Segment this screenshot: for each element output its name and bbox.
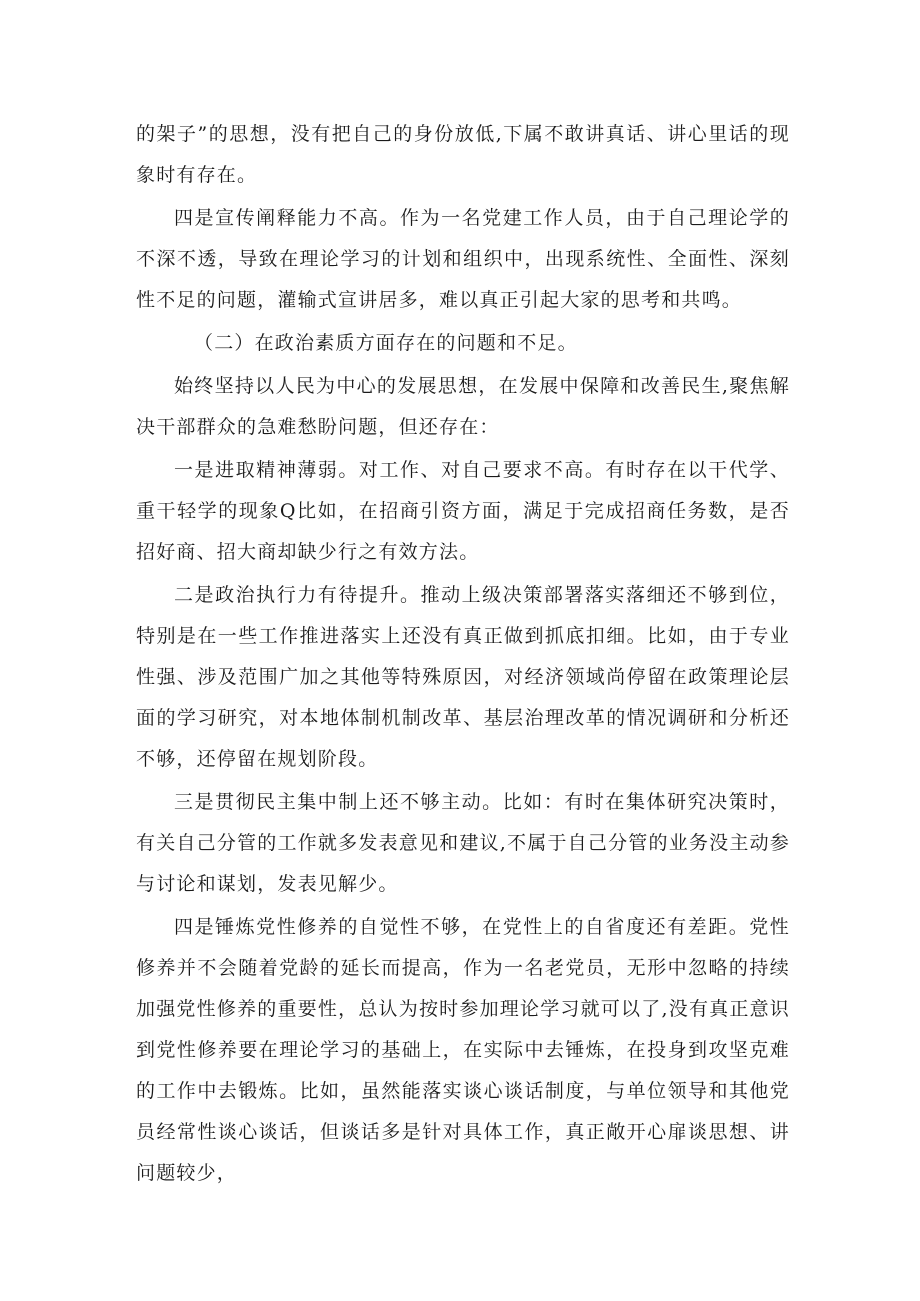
paragraph-continuation: 的架子”的思想，没有把自己的身份放低,下属不敢讲真话、讲心里话的现象时有存在。 (136, 123, 790, 186)
document-body (136, 114, 790, 1196)
paragraph-publicity-ability: 四是宣传阐释能力不高。作为一名党建工作人员，由于自己理论学的不深不透，导致在理论学习的计划和组织中，出现系统性、全面性、深刻性不足的问题，灌输式宣讲居多，难以真正引起大家的思考和共鸣。 (136, 207, 790, 311)
paragraph-democratic-centralism: 三是贯彻民主集中制上还不够主动。比如：有时在集体研究决策时，有关自己分管的工作就多发表意见和建议,不属于自己分管的业务没主动参与讨论和谋划，发表见解少。 (136, 791, 790, 895)
paragraph-political-execution: 二是政治执行力有待提升。推动上级决策部署落实落细还不够到位，特别是在一些工作推进落实上还没有真正做到抓底扣细。比如，由于专业性强、涉及范围广加之其他等特殊原因，对经济领域尚停留在政策理论层面的学习研究，对本地体制机制改革、基层治理改革的情况调研和分析还不够，还停留在规划阶段。 (136, 584, 790, 770)
paragraph-people-centered: 始终坚持以人民为中心的发展思想，在发展中保障和改善民生,聚焦解决干部群众的急难愁盼问题，但还存在： (136, 375, 790, 438)
section-heading-political-quality: （二）在政治素质方面存在的问题和不足。 (194, 332, 578, 354)
paragraph-party-spirit: 四是锤炼党性修养的自觉性不够，在党性上的自省度还有差距。党性修养并不会随着党龄的延长而提高，作为一名老党员，无形中忽略的持续加强党性修养的重要性，总认为按时参加理论学习就可以了,没有真正意识到党性修养要在理论学习的基础上，在实际中去锤炼，在投身到攻坚克难的工作中去锻炼。比如，虽然能落实谈心谈话制度，与单位领导和其他党员经常性谈心谈话，但谈话多是针对具体工作，真正敞开心扉谈思想、讲问题较少， (136, 916, 790, 1184)
paragraph-enterprising-spirit: 一是进取精神薄弱。对工作、对自己要求不高。有时存在以干代学、重干轻学的现象Q比如，在招商引资方面，满足于完成招商任务数，是否招好商、招大商却缺少行之有效方法。 (136, 459, 790, 563)
